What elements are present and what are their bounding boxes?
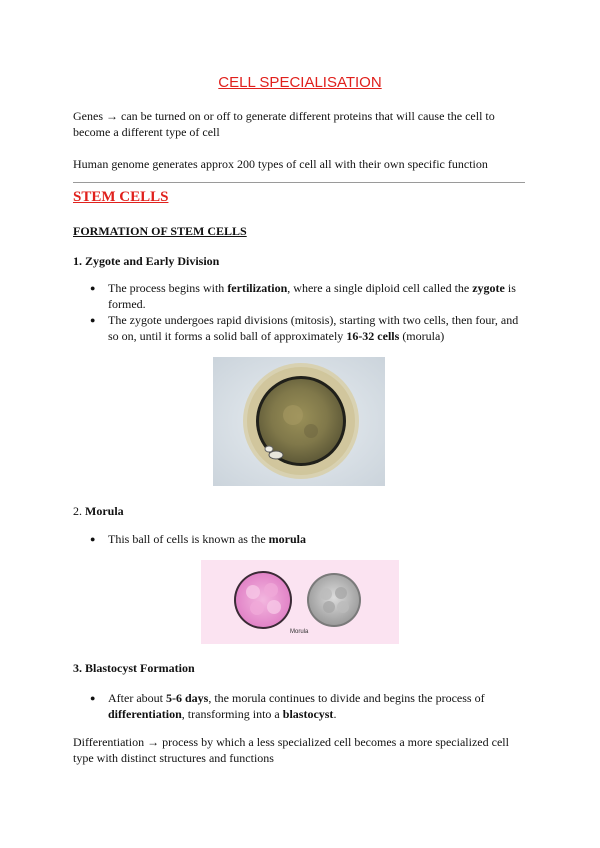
bullet-text: After about [108,691,166,705]
bullet-text: is formed. [108,281,516,311]
morula-heading-text: Morula [85,504,124,518]
list-item [90,312,520,344]
list-item [90,690,520,722]
blastocyst-bullet-list [90,690,520,722]
bullet-text: This ball of cells is known as the [108,532,269,546]
section-divider [73,182,525,183]
bullet-text: , the morula continues to divide and begins the process of [208,691,485,705]
page-title: CELL SPECIALISATION [218,74,382,91]
zygote-heading: 1. Zygote and Early Division [73,254,220,268]
list-item [90,531,520,547]
term-blastocyst: blastocyst [282,707,334,721]
term-zygote: zygote [472,281,505,295]
term-fertilization: fertilization [227,281,288,295]
morula-image [201,560,399,644]
formation-heading: FORMATION OF STEM CELLS [73,224,247,238]
morula-bullet-list [90,531,520,547]
zygote-bullet-list [90,280,520,344]
bullet-text: The process begins with [108,281,228,295]
term-cell-count: 16-32 cells [346,329,400,343]
bullet-text: The zygote undergoes rapid divisions (mitosis), starting with two cells, then four, and so on, until it forms a solid ball of approximately [108,313,519,343]
bullet-text: (morula) [399,329,445,343]
bullet-text: , transforming into a [181,707,283,721]
term-morula: morula [268,532,306,546]
differentiation-paragraph: Differentiation → process by which a less specialized cell becomes a more specialized cell type with distinct structures and functions [73,735,509,765]
bullet-text: . [333,707,337,721]
term-differentiation: differentiation [108,707,182,721]
genome-paragraph: Human genome generates approx 200 types of cell all with their own specific function [73,157,488,171]
morula-heading [73,503,525,519]
term-days: 5-6 days [165,691,209,705]
zygote-image [213,357,385,486]
morula-figure-label: Morula [290,629,309,635]
bullet-text: , where a single diploid cell called the [287,281,473,295]
list-item [90,280,520,312]
stem-cells-heading: STEM CELLS [73,189,169,205]
genes-paragraph: Genes → can be turned on or off to generate different proteins that will cause the cell to become a different type of cell [73,109,495,139]
blastocyst-heading: 3. Blastocyst Formation [73,661,195,675]
section-number: 2. [73,504,85,518]
